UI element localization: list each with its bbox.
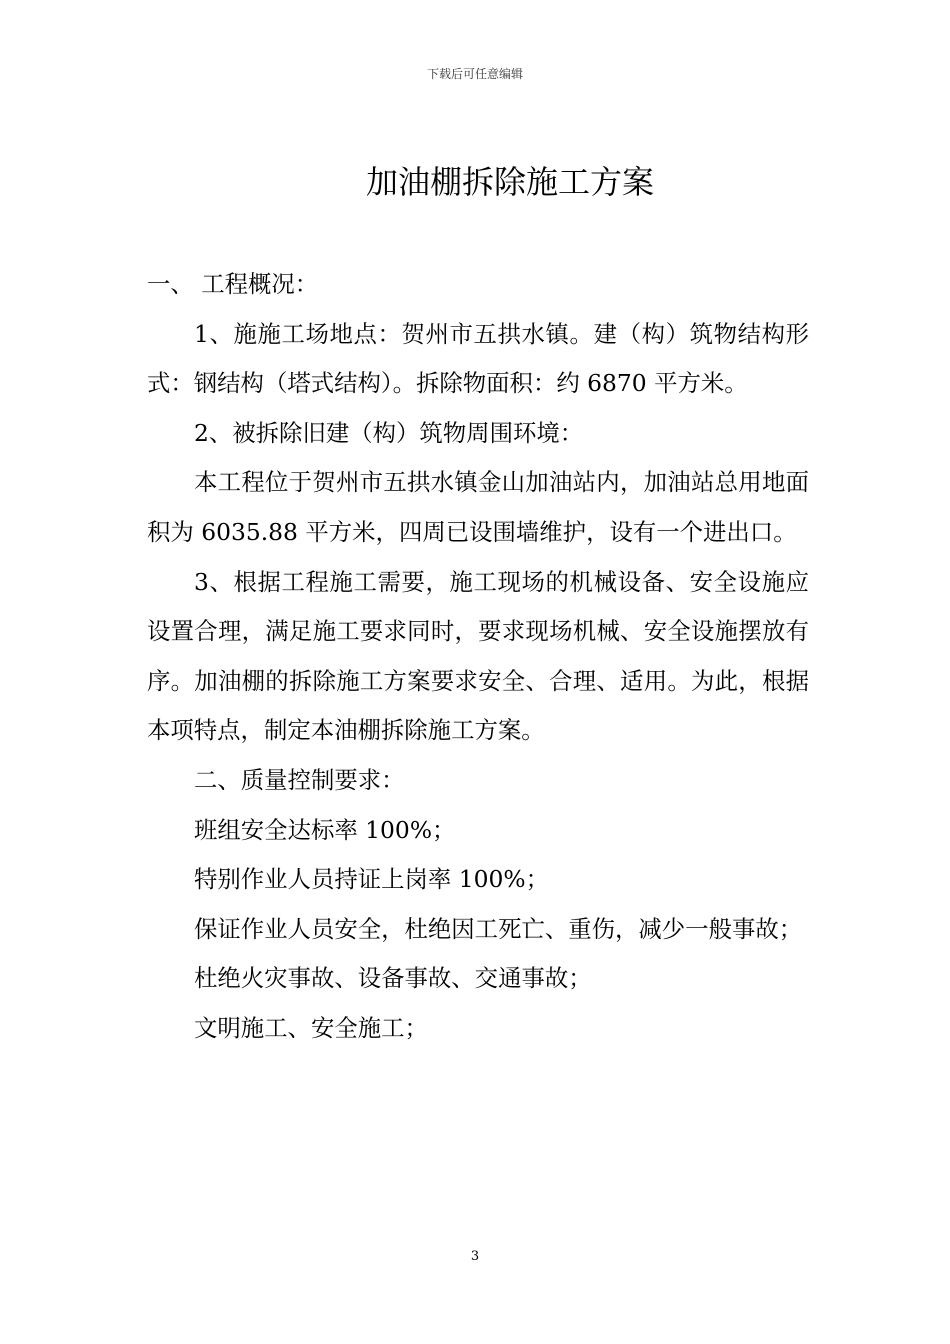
section-1-heading: 一、 工程概况： bbox=[147, 270, 319, 298]
page-header-note: 下载后可任意编辑 bbox=[426, 67, 523, 81]
document-title: 加油棚拆除施工方案 bbox=[365, 163, 654, 201]
section-1-paragraph-2: 2、被拆除旧建（构）筑物周围环境： bbox=[194, 418, 584, 447]
section-2-item-2: 特别作业人员持证上岗率 100%； bbox=[194, 865, 549, 894]
section-1-paragraph-4: 3、根据工程施工需要，施工现场的机械设备、安全设施应设置合理，满足施工要求同时，要求现场机械、安全设施摆放有序。加油棚的拆除施工方案要求安全、合理、适用。为此，根据本项特点，制定本油棚拆除施工方案。 bbox=[147, 567, 809, 745]
section-1-paragraph-3: 本工程位于贺州市五拱水镇金山加油站内，加油站总用地面积为 6035.88 平方米，四周已设围墙维护，设有一个进出口。 bbox=[147, 468, 809, 546]
section-2-item-1: 班组安全达标率 100%； bbox=[194, 815, 456, 844]
page-number: 3 bbox=[470, 1249, 480, 1264]
section-1-paragraph-1: 1、施施工场地点：贺州市五拱水镇。建（构）筑物结构形式：钢结构（塔式结构）。拆除物面积：约 6870 平方米。 bbox=[147, 319, 809, 398]
section-2-item-3: 保证作业人员安全，杜绝因工死亡、重伤，减少一般事故； bbox=[194, 914, 803, 943]
document-body bbox=[147, 260, 809, 1054]
section-2-heading: 二、质量控制要求： bbox=[194, 765, 405, 794]
section-2-item-5: 文明施工、安全施工； bbox=[194, 1013, 428, 1042]
section-2-item-4: 杜绝火灾事故、设备事故、交通事故； bbox=[194, 964, 592, 993]
